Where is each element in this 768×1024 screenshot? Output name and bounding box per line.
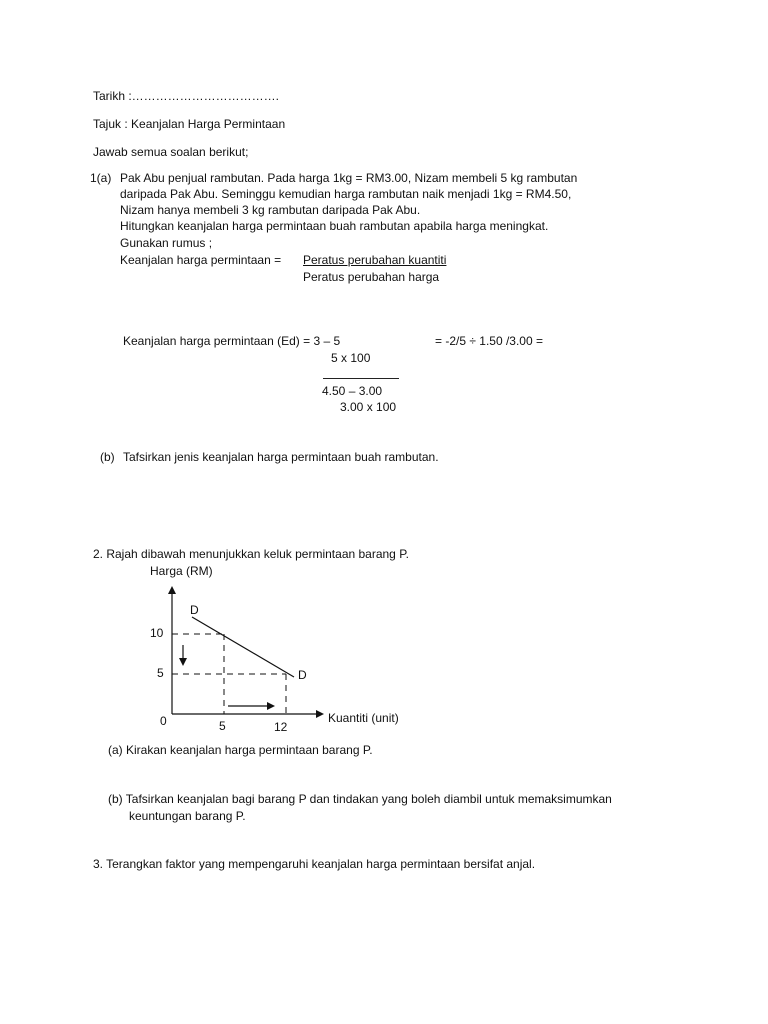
demand-curve-line (192, 617, 294, 677)
q1-line-3: Nizam hanya membeli 3 kg rambutan daripada Pak Abu. (120, 203, 421, 217)
curve-label-bottom: D (298, 668, 307, 682)
curve-label-top: D (190, 603, 199, 617)
formula-numerator: Peratus perubahan kuantiti (303, 253, 447, 267)
q2b-line-1: (b) Tafsirkan keanjalan bagi barang P dan tindakan yang boleh diambil untuk memaksimumkan (108, 792, 612, 806)
formula-denominator: Peratus perubahan harga (303, 270, 440, 284)
q2-prompt: 2. Rajah dibawah menunjukkan keluk permintaan barang P. (93, 547, 409, 561)
y-tick-10: 10 (150, 626, 164, 640)
q2b-line-2: keuntungan barang P. (129, 809, 246, 823)
x-axis-label: Kuantiti (unit) (328, 711, 399, 725)
formula-label: Keanjalan harga permintaan = (120, 253, 282, 267)
answer-row-4: 3.00 x 100 (340, 400, 397, 414)
x-tick-12: 12 (274, 720, 288, 734)
q1-number: 1(a) (90, 171, 112, 185)
origin-label: 0 (160, 714, 167, 728)
answer-row-3: 4.50 – 3.00 (322, 384, 383, 398)
answer-label: Keanjalan harga permintaan (Ed) = 3 – 5 (123, 334, 341, 348)
date-line: Tarikh :………………………………. (93, 89, 280, 103)
y-axis-arrowhead (168, 586, 176, 594)
y-tick-5: 5 (157, 666, 164, 680)
q3-prompt: 3. Terangkan faktor yang mempengaruhi keanjalan harga permintaan bersifat anjal. (93, 857, 536, 871)
y-axis-label: Harga (RM) (150, 564, 213, 578)
x-axis-arrowhead (316, 710, 324, 718)
quantity-rise-arrowhead (267, 702, 275, 710)
answer-row-2: 5 x 100 (331, 351, 371, 365)
q1b-label: (b) (100, 450, 115, 464)
q1-line-1: Pak Abu penjual rambutan. Pada harga 1kg = RM3.00, Nizam membeli 5 kg rambutan (120, 171, 578, 185)
q1-line-2: daripada Pak Abu. Seminggu kemudian harga rambutan naik menjadi 1kg = RM4.50, (120, 187, 572, 201)
q2a-text: (a) Kirakan keanjalan harga permintaan barang P. (108, 743, 373, 757)
q1b-text: Tafsirkan jenis keanjalan harga permintaan buah rambutan. (123, 450, 439, 464)
x-tick-5: 5 (219, 719, 226, 733)
price-drop-arrowhead (179, 658, 187, 666)
answer-result: = -2/5 ÷ 1.50 /3.00 = (435, 334, 543, 348)
title-line: Tajuk : Keanjalan Harga Permintaan (93, 117, 286, 131)
q1-line-5: Gunakan rumus ; (120, 236, 213, 250)
q1-line-4: Hitungkan keanjalan harga permintaan buah rambutan apabila harga meningkat. (120, 219, 549, 233)
instruction-line: Jawab semua soalan berikut; (93, 145, 249, 159)
